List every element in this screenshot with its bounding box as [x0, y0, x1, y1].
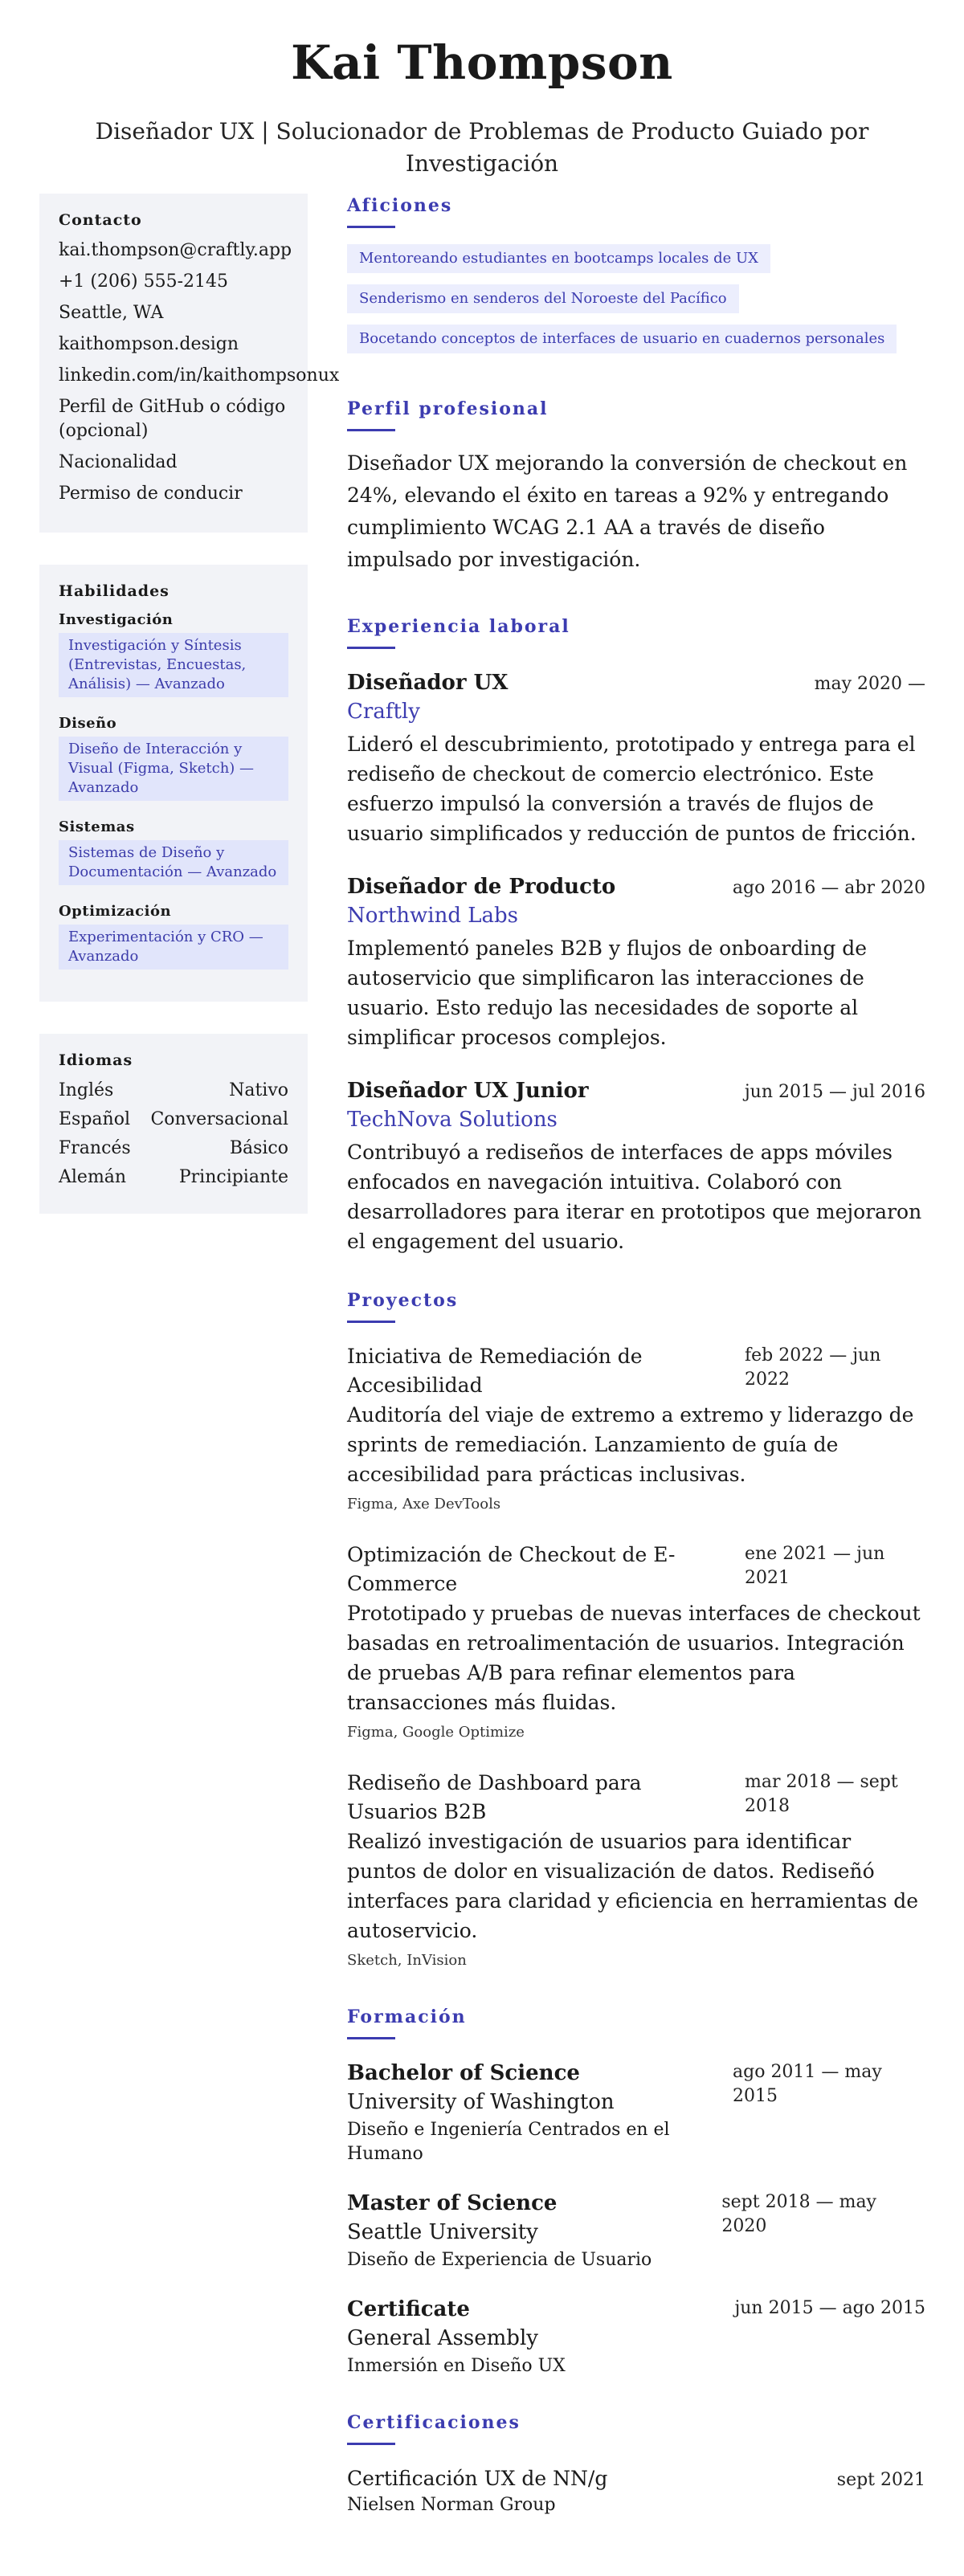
project-tools: Figma, Axe DevTools — [347, 1496, 501, 1513]
hobby-tag: Bocetando conceptos de interfaces de usuario en cuadernos personales — [347, 325, 897, 353]
main-column — [347, 194, 925, 2556]
skill-group-title: Optimización — [59, 903, 172, 920]
language-row — [59, 1137, 288, 1161]
job-date: jun 2015 — jul 2016 — [744, 1082, 925, 1102]
education-title: Formación — [347, 2007, 467, 2027]
project-date: feb 2022 — jun 2022 — [745, 1345, 881, 1390]
section-divider — [347, 647, 395, 649]
certification-name: Certificación UX de NN/g — [347, 2467, 608, 2490]
language-row — [59, 1166, 288, 1190]
language-row — [59, 1079, 288, 1103]
education-date: sept 2018 — may 2020 — [721, 2192, 876, 2236]
skill-chip: Sistemas de Diseño y Documentación — Avanzado — [59, 840, 288, 885]
language-row — [59, 1108, 288, 1132]
skill-chip: Experimentación y CRO — Avanzado — [59, 925, 288, 970]
certifications-title: Certificaciones — [347, 2412, 521, 2433]
job-date: may 2020 — — [814, 674, 925, 694]
job-title: Diseñador de Producto — [347, 875, 616, 899]
contact-website[interactable]: kaithompson.design — [59, 334, 239, 354]
language-name: Español — [59, 1109, 130, 1129]
job-entry — [347, 872, 925, 1052]
hobby-tag: Mentoreando estudiantes en bootcamps locales de UX — [347, 244, 770, 273]
education-date: ago 2011 — may 2015 — [733, 2062, 882, 2106]
hobbies-section — [347, 194, 925, 365]
skill-group-title: Investigación — [59, 611, 174, 628]
job-company: TechNova Solutions — [347, 1108, 558, 1132]
skill-chip: Investigación y Síntesis (Entrevistas, Encuestas, Análisis) — Avanzado — [59, 633, 288, 697]
education-field: Diseño de Experiencia de Usuario — [347, 2250, 652, 2270]
section-divider — [347, 2443, 395, 2445]
education-field: Inmersión en Diseño UX — [347, 2356, 566, 2376]
language-name: Inglés — [59, 1080, 114, 1100]
section-divider — [347, 429, 395, 431]
language-name: Francés — [59, 1138, 131, 1158]
project-description: Realizó investigación de usuarios para identificar puntos de dolor en visualización de datos. Rediseñó interfaces para claridad y eficiencia en herramientas de autoservicio. — [347, 1830, 918, 1942]
job-description: Lideró el descubrimiento, prototipado y entrega para el rediseño de checkout de comercio electrónico. Este esfuerzo impulsó la conversión a través de flujos de usuario simplificados y reducción de puntos de fricción. — [347, 733, 917, 845]
contact-github: Perfil de GitHub o código (opcional) — [59, 397, 286, 441]
language-level: Principiante — [178, 1167, 288, 1187]
skill-group-title: Sistemas — [59, 819, 135, 835]
experience-title: Experiencia laboral — [347, 616, 570, 637]
profile-summary: Diseñador UX mejorando la conversión de checkout en 24%, elevando el éxito en tareas a 92% y entregando cumplimiento WCAG 2.1 AA a través de diseño impulsado por investigación. — [347, 451, 908, 571]
contact-driving-license: Permiso de conducir — [59, 484, 243, 504]
certification-issuer: Nielsen Norman Group — [347, 2495, 556, 2515]
project-tools: Figma, Google Optimize — [347, 1724, 525, 1741]
job-description: Implementó paneles B2B y flujos de onboarding de autoservicio que simplificaron las interacciones de usuario. Esto redujo las necesidades de soporte al simplificar procesos complejos. — [347, 937, 868, 1049]
skill-chip: Diseño de Interacción y Visual (Figma, Sketch) — Avanzado — [59, 737, 288, 801]
education-school: University of Washington — [347, 2090, 615, 2114]
section-divider — [347, 2037, 395, 2039]
projects-section — [347, 1288, 925, 1973]
candidate-tagline: Diseñador UX | Solucionador de Problemas de Producto Guiado por Investigación — [95, 118, 869, 177]
project-entry — [347, 1769, 925, 1973]
project-title: Iniciativa de Remediación de Accesibilidad — [347, 1345, 643, 1397]
project-description: Prototipado y pruebas de nuevas interfaces de checkout basadas en retroalimentación de usuarios. Integración de pruebas A/B para refinar elementos para transacciones más fluidas. — [347, 1602, 921, 1714]
project-entry — [347, 1541, 925, 1745]
project-entry — [347, 1342, 925, 1517]
contact-email[interactable]: kai.thompson@craftly.app — [59, 240, 292, 260]
language-level: Conversacional — [150, 1109, 288, 1129]
education-date: jun 2015 — ago 2015 — [734, 2298, 925, 2318]
experience-section — [347, 614, 925, 1256]
skills-panel — [39, 565, 308, 1002]
education-school: General Assembly — [347, 2326, 538, 2350]
resume-header — [0, 0, 964, 180]
contact-title: Contacto — [59, 211, 142, 229]
hobbies-title: Aficiones — [347, 195, 453, 216]
skill-group-title: Diseño — [59, 715, 117, 732]
job-description: Contribuyó a rediseños de interfaces de apps móviles enfocados en navegación intuitiva. Colaboró con desarrolladores para iterar en prototipos que mejoraron el engagement del usuario. — [347, 1141, 922, 1253]
job-entry — [347, 1076, 925, 1256]
contact-linkedin[interactable]: linkedin.com/in/kaithompsonux — [59, 365, 340, 386]
education-entry — [347, 2059, 925, 2166]
project-date: ene 2021 — jun 2021 — [745, 1544, 885, 1588]
education-field: Diseño e Ingeniería Centrados en el Humano — [347, 2120, 670, 2164]
project-tools: Sketch, InVision — [347, 1952, 467, 1969]
language-name: Alemán — [59, 1167, 127, 1187]
education-school: Seattle University — [347, 2220, 538, 2244]
job-entry — [347, 668, 925, 848]
education-degree: Certificate — [347, 2297, 470, 2321]
project-title: Rediseño de Dashboard para Usuarios B2B — [347, 1771, 642, 1823]
job-company: Craftly — [347, 700, 420, 724]
profile-title: Perfil profesional — [347, 398, 549, 419]
education-section — [347, 2005, 925, 2378]
profile-section — [347, 397, 925, 576]
languages-title: Idiomas — [59, 1051, 133, 1069]
contact-nationality: Nacionalidad — [59, 452, 178, 472]
project-description: Auditoría del viaje de extremo a extremo y liderazgo de sprints de remediación. Lanzamiento de guía de accesibilidad para prácticas inclusivas. — [347, 1403, 914, 1486]
certification-entry — [347, 2464, 925, 2517]
job-title: Diseñador UX — [347, 671, 509, 695]
job-title: Diseñador UX Junior — [347, 1079, 589, 1103]
project-date: mar 2018 — sept 2018 — [745, 1772, 898, 1816]
languages-panel — [39, 1034, 308, 1214]
language-level: Nativo — [229, 1080, 288, 1100]
contact-phone[interactable]: +1 (206) 555-2145 — [59, 271, 228, 292]
certifications-section — [347, 2411, 925, 2517]
hobby-tag: Senderismo en senderos del Noroeste del Pacífico — [347, 284, 739, 313]
education-degree: Master of Science — [347, 2191, 558, 2215]
language-level: Básico — [229, 1138, 288, 1158]
certification-date: sept 2021 — [836, 2470, 925, 2490]
skills-title: Habilidades — [59, 582, 170, 600]
contact-panel — [39, 194, 340, 533]
sidebar — [39, 194, 340, 1246]
projects-title: Proyectos — [347, 1290, 459, 1311]
project-title: Optimización de Checkout de E-Commerce — [347, 1543, 676, 1595]
education-entry — [347, 2295, 925, 2378]
section-divider — [347, 1321, 395, 1323]
job-company: Northwind Labs — [347, 904, 519, 928]
education-degree: Bachelor of Science — [347, 2061, 580, 2085]
section-divider — [347, 226, 395, 228]
education-entry — [347, 2189, 925, 2272]
job-date: ago 2016 — abr 2020 — [732, 878, 925, 898]
contact-location: Seattle, WA — [59, 303, 164, 323]
candidate-name: Kai Thompson — [291, 35, 673, 90]
